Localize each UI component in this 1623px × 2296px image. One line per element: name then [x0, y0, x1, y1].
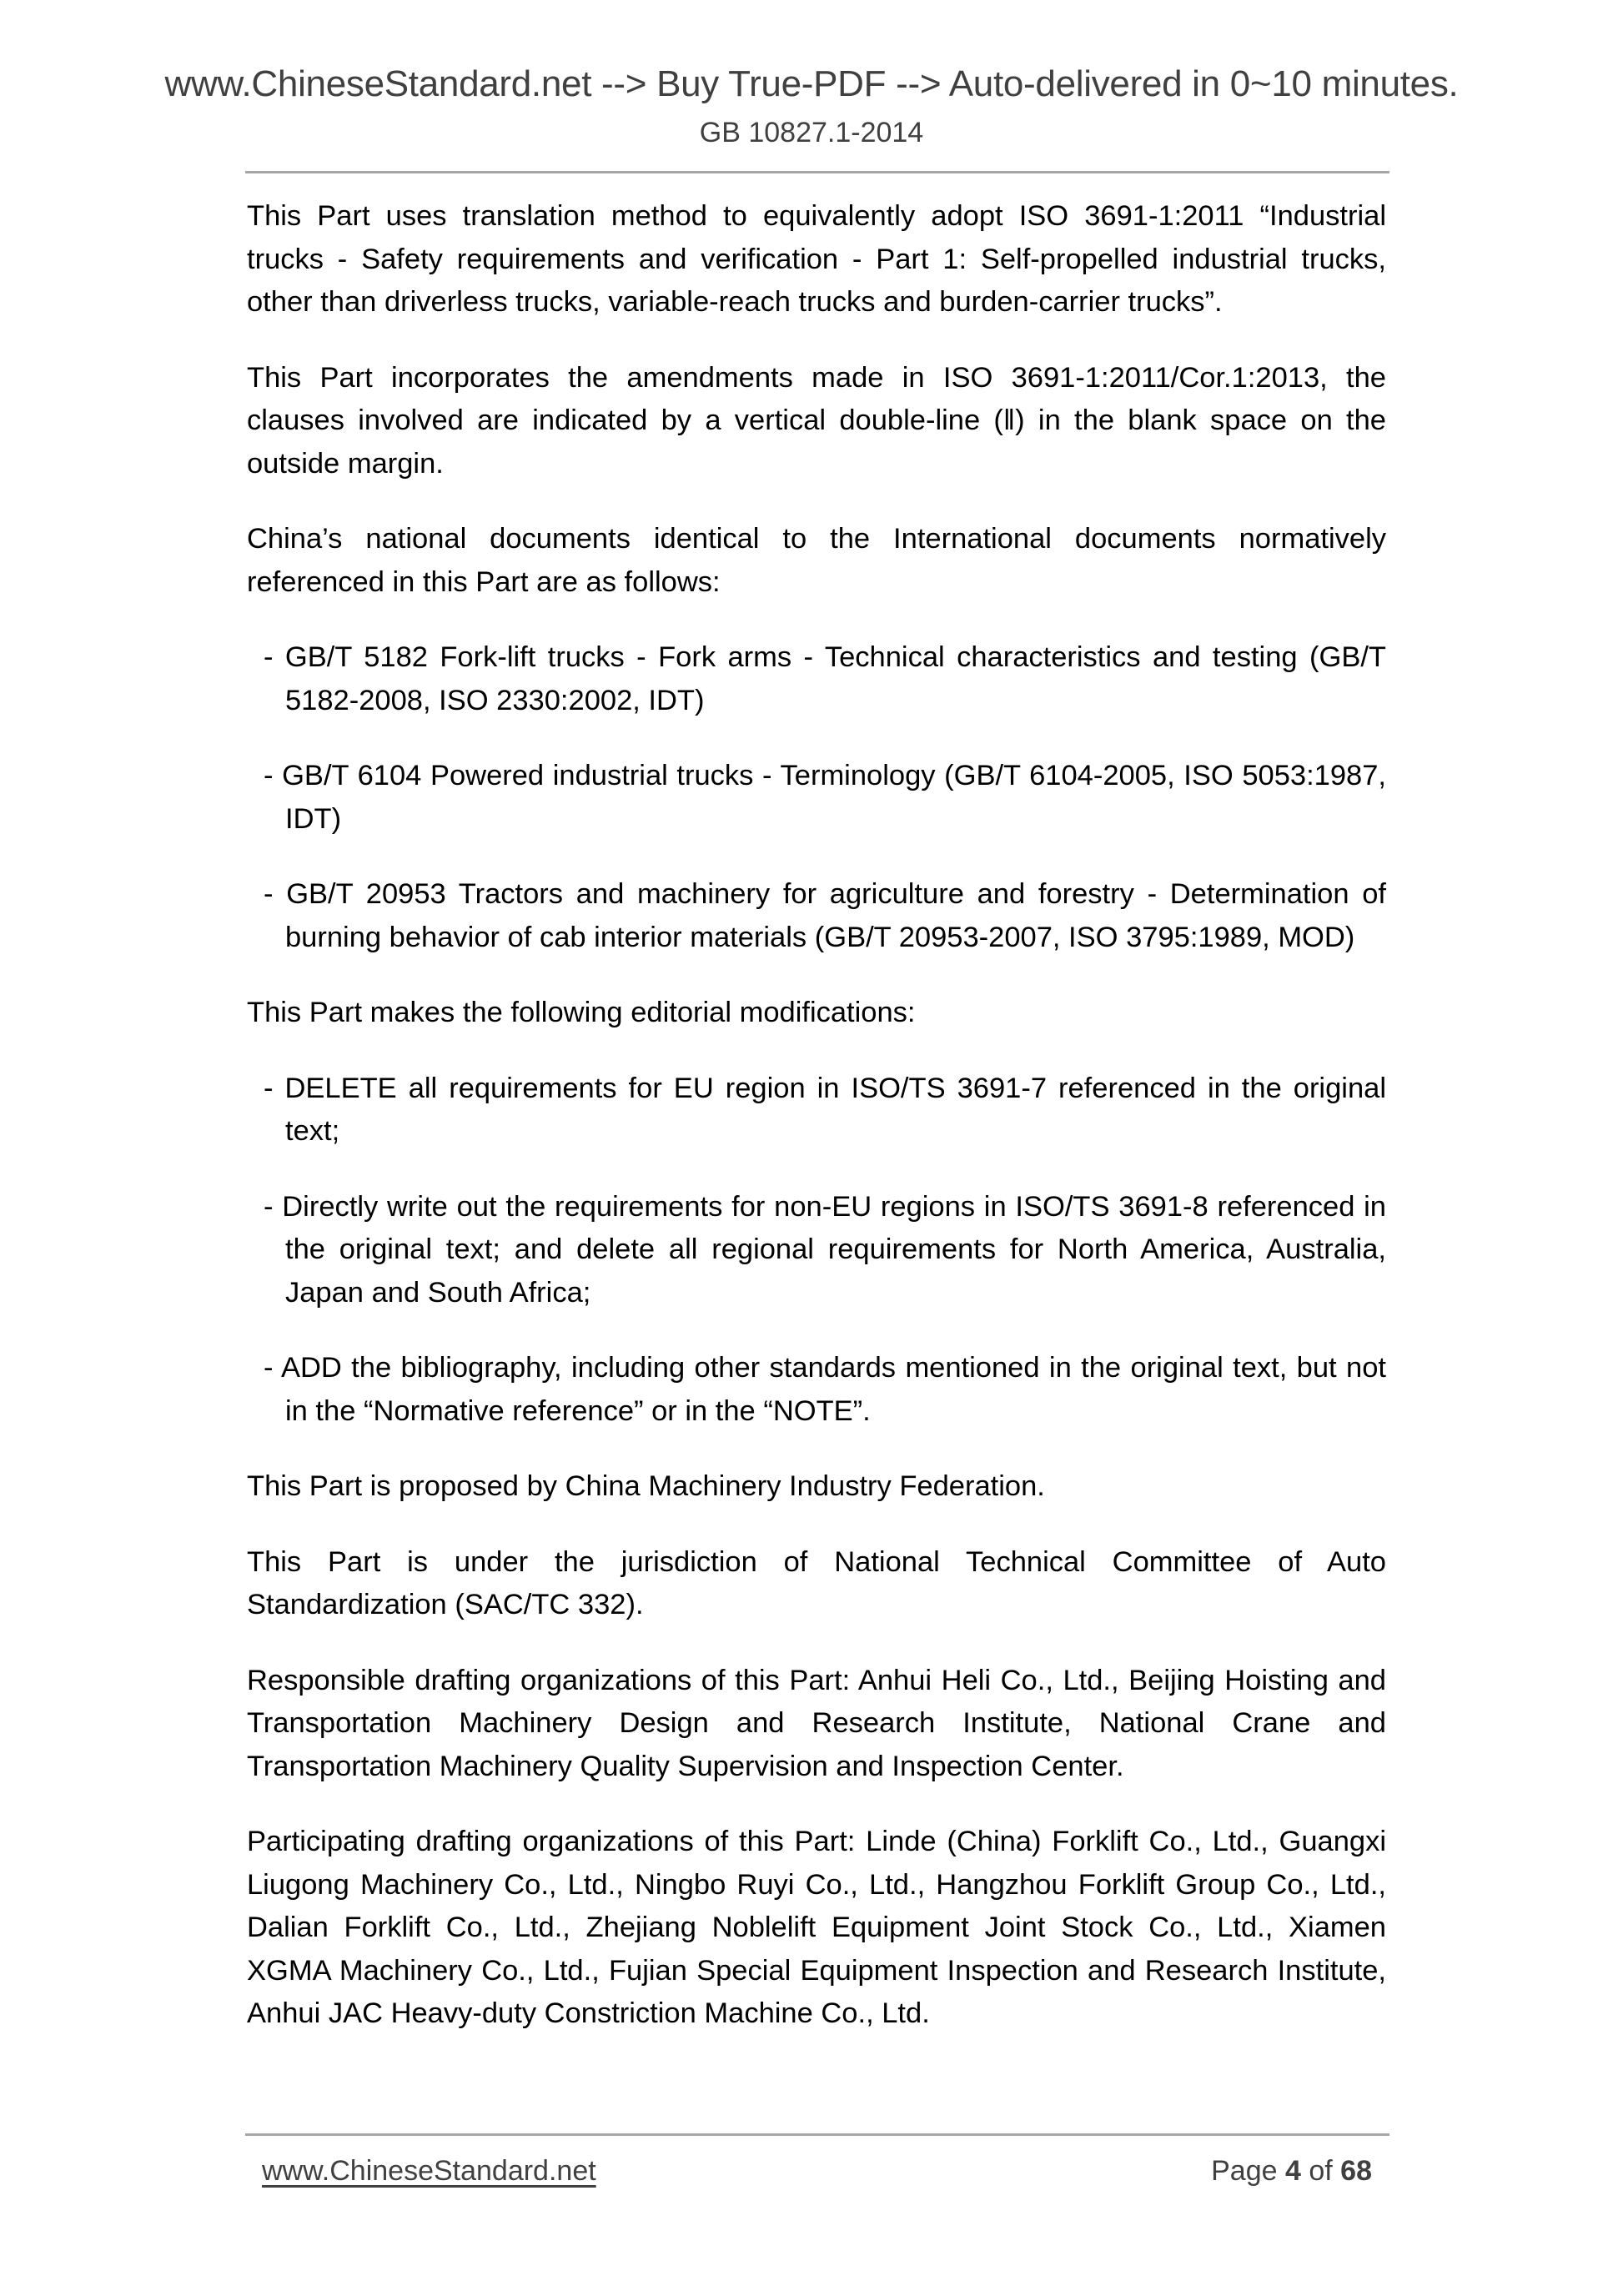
document-body [247, 195, 1386, 2068]
header-banner: www.ChineseStandard.net --> Buy True-PDF --> Auto-delivered in 0~10 minutes. [164, 63, 1459, 104]
paragraph-proposed-by: This Part is proposed by China Machinery Industry Federation. [247, 1470, 1045, 1502]
footer-divider [245, 2133, 1389, 2136]
page-indicator [1211, 2155, 1372, 2188]
paragraph-participating-orgs: Participating drafting organizations of this Part: Linde (China) Forklift Co., Ltd., Guangxi Liugong Machinery Co., Ltd., Ningbo Ruyi Co., Ltd., Hangzhou Forklift Group Co., Ltd., Dalian Forklift Co., Ltd., Zhejiang Noblelift Equipment Joint Stock Co., Ltd., Xiamen XGMA Machinery Co., Ltd., Fujian Special Equipment Inspection and Research Institute, Anhui JAC Heavy-duty Constriction Machine Co., Ltd. [247, 1826, 1386, 2029]
page-total: 68 [1340, 2155, 1372, 2187]
paragraph-amendments: This Part incorporates the amendments made in ISO 3691-1:2011/Cor.1:2013, the clauses involved are indicated by a vertical double-line (‖) in the blank space on the outside margin. [247, 361, 1386, 480]
footer-website-link[interactable]: www.ChineseStandard.net [262, 2155, 596, 2187]
of-word: of [1309, 2155, 1333, 2187]
paragraph-references-intro: China’s national documents identical to the International documents normatively referenced in this Part are as follows: [247, 523, 1386, 598]
list-item-reference: - GB/T 6104 Powered industrial trucks - Terminology (GB/T 6104-2005, ISO 5053:1987, IDT) [264, 760, 1386, 835]
header-divider [245, 171, 1389, 173]
paragraph-adoption: This Part uses translation method to equivalently adopt ISO 3691-1:2011 “Industrial trucks - Safety requirements and verification - Part 1: Self-propelled industrial trucks, other than driverless trucks, variable-reach trucks and burden-carrier trucks”. [247, 200, 1386, 318]
document-id: GB 10827.1-2014 [699, 117, 924, 148]
list-item-modification: - DELETE all requirements for EU region in ISO/TS 3691-7 referenced in the original text; [264, 1072, 1386, 1147]
list-item-reference: - GB/T 5182 Fork-lift trucks - Fork arms - Technical characteristics and testing (GB/T 5182-2008, ISO 2330:2002, IDT) [264, 641, 1386, 716]
list-item-reference: - GB/T 20953 Tractors and machinery for agriculture and forestry - Determination of burning behavior of cab interior materials (GB/T 20953-2007, ISO 3795:1989, MOD) [264, 878, 1386, 953]
list-item-modification: - ADD the bibliography, including other standards mentioned in the original text, but not in the “Normative reference” or in the “NOTE”. [264, 1352, 1386, 1427]
page-current: 4 [1284, 2155, 1301, 2187]
paragraph-modifications-intro: This Part makes the following editorial modifications: [247, 997, 916, 1028]
paragraph-responsible-orgs: Responsible drafting organizations of this Part: Anhui Heli Co., Ltd., Beijing Hoisting and Transportation Machinery Design and Research Institute, National Crane and Transportation Machinery Quality Supervision and Inspection Center. [247, 1664, 1386, 1782]
list-item-modification: - Directly write out the requirements for non-EU regions in ISO/TS 3691-8 referenced in the original text; and delete all regional requirements for North America, Australia, Japan and South Africa; [264, 1190, 1386, 1309]
page-word: Page [1211, 2155, 1278, 2187]
paragraph-jurisdiction: This Part is under the jurisdiction of National Technical Committee of Auto Standardization (SAC/TC 332). [247, 1545, 1386, 1620]
